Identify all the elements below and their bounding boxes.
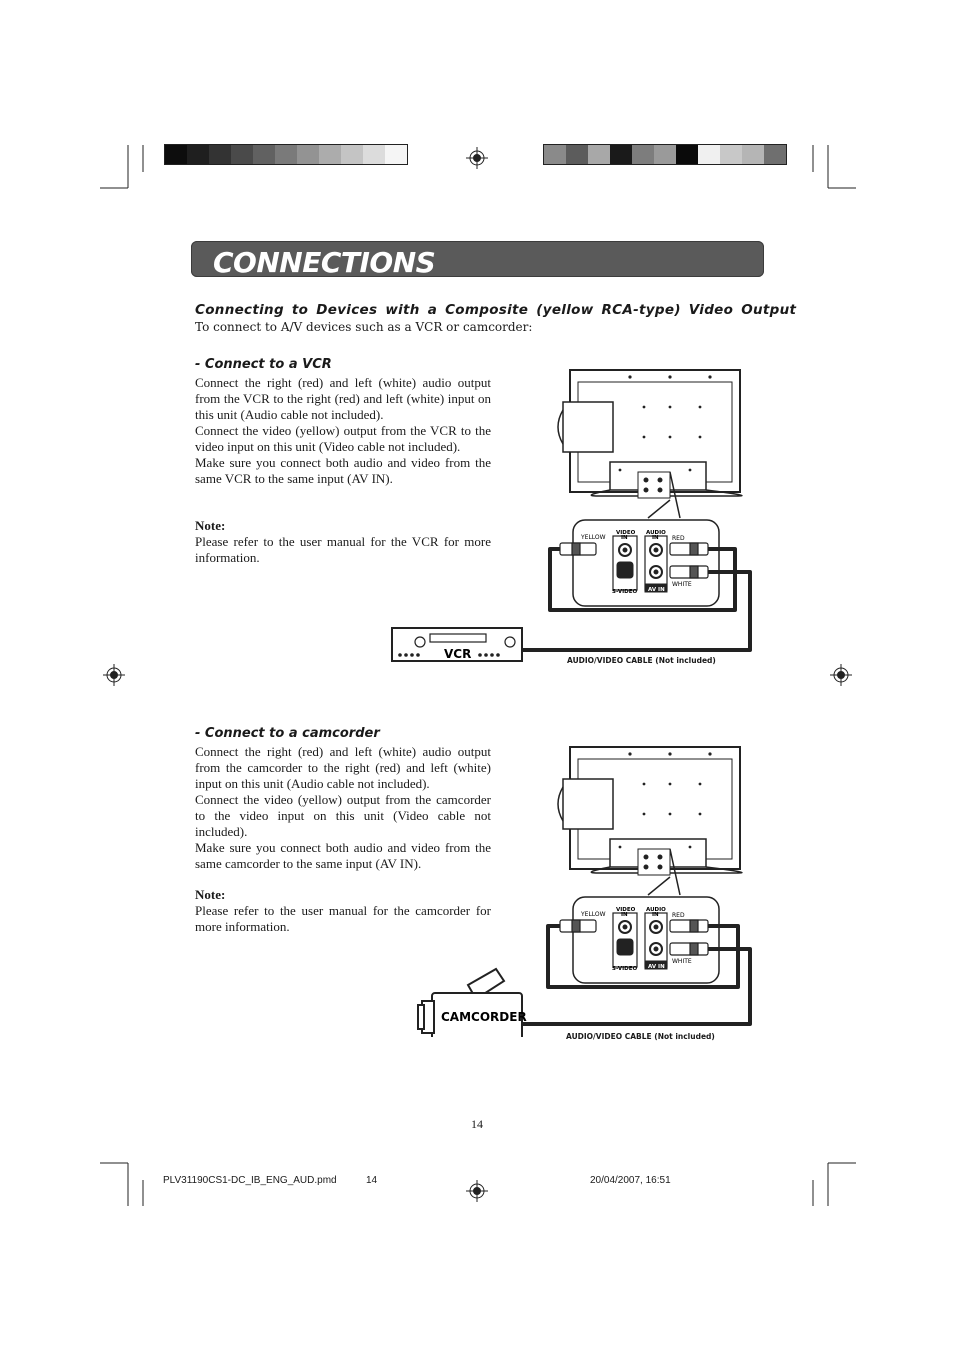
registration-target-bottom xyxy=(466,1180,488,1202)
white-label: WHITE xyxy=(672,581,692,588)
camcorder-label: CAMCORDER xyxy=(441,1010,527,1024)
right-swatch-10 xyxy=(742,145,764,164)
camcorder-cable-label: AUDIO/VIDEO CABLE (Not included) xyxy=(566,1032,715,1041)
registration-target-top xyxy=(466,147,488,169)
vcr-paragraph-2: Connect the video (yellow) output from the VCR to the video input on this unit (Video cable not included). xyxy=(195,423,491,454)
right-swatch-4 xyxy=(610,145,632,164)
camcorder-device xyxy=(418,969,522,1037)
left-swatch-3 xyxy=(209,145,231,164)
vcr-note-label: Note: xyxy=(195,518,226,533)
video-in-label-2: IN xyxy=(621,912,628,918)
left-swatch-8 xyxy=(319,145,341,164)
footer-timestamp: 20/04/2007, 16:51 xyxy=(590,1175,671,1186)
audio-in-label: AUDIO xyxy=(646,907,666,913)
left-swatch-5 xyxy=(253,145,275,164)
yellow-label: YELLOW xyxy=(581,534,606,541)
audio-in-label: AUDIO xyxy=(646,530,666,536)
vcr-label: VCR xyxy=(444,647,472,661)
camcorder-paragraph-2: Connect the video (yellow) output from the camcorder to the video input on this unit (Video cable not included). xyxy=(195,792,491,839)
vcr-cable-label: AUDIO/VIDEO CABLE (Not included) xyxy=(567,656,716,665)
vcr-paragraph-3: Make sure you connect both audio and video from the same VCR to the same input (AV IN). xyxy=(195,455,491,486)
right-swatch-8 xyxy=(698,145,720,164)
left-swatch-9 xyxy=(341,145,363,164)
right-swatch-2 xyxy=(566,145,588,164)
av-in-label: AV IN xyxy=(648,587,665,593)
camcorder-paragraph-1: Connect the right (red) and left (white) audio output from the camcorder to the right (red) and left (white) input on this unit (Audio cable not included). xyxy=(195,744,491,791)
left-swatch-4 xyxy=(231,145,253,164)
left-swatch-7 xyxy=(297,145,319,164)
av-in-label: AV IN xyxy=(648,964,665,970)
left-swatch-6 xyxy=(275,145,297,164)
right-swatch-5 xyxy=(632,145,654,164)
right-swatch-7 xyxy=(676,145,698,164)
red-label: RED xyxy=(672,535,685,542)
left-swatch-11 xyxy=(385,145,407,164)
page-title: CONNECTIONS xyxy=(213,246,436,279)
right-swatch-6 xyxy=(654,145,676,164)
red-label: RED xyxy=(672,912,685,919)
svideo-label: S-VIDEO xyxy=(612,966,638,972)
vcr-heading: - Connect to a VCR xyxy=(195,357,332,372)
right-swatch-1 xyxy=(544,145,566,164)
svideo-label: S-VIDEO xyxy=(612,589,638,595)
right-swatch-9 xyxy=(720,145,742,164)
camcorder-heading: - Connect to a camcorder xyxy=(195,726,380,741)
video-in-label: VIDEO xyxy=(616,907,636,913)
section-heading: Connecting to Devices with a Composite (yellow RCA-type) Video Output xyxy=(195,302,797,318)
camcorder-connection-diagram xyxy=(380,737,780,1037)
vcr-connection-diagram xyxy=(380,360,780,670)
left-swatch-2 xyxy=(187,145,209,164)
right-swatch-11 xyxy=(764,145,786,164)
audio-in-label-2: IN xyxy=(652,912,659,918)
color-bar-left xyxy=(164,144,408,165)
intro-text: To connect to A/V devices such as a VCR or camcorder: xyxy=(195,320,533,334)
camcorder-paragraph-3: Make sure you connect both audio and video from the same camcorder to the same input (AV IN). xyxy=(195,840,491,871)
left-swatch-1 xyxy=(165,145,187,164)
video-in-label: VIDEO xyxy=(616,530,636,536)
video-in-label-2: IN xyxy=(621,535,628,541)
tv-rear-panel xyxy=(558,370,742,498)
right-swatch-3 xyxy=(588,145,610,164)
registration-target-right xyxy=(830,664,852,686)
page-number: 14 xyxy=(471,1117,483,1131)
audio-in-label-2: IN xyxy=(652,535,659,541)
camcorder-note-text: Please refer to the user manual for the camcorder for more information. xyxy=(195,903,491,934)
registration-target-left xyxy=(103,664,125,686)
camcorder-note-label: Note: xyxy=(195,887,226,902)
yellow-label: YELLOW xyxy=(581,911,606,918)
white-label: WHITE xyxy=(672,958,692,965)
color-bar-right xyxy=(543,144,787,165)
vcr-paragraph-1: Connect the right (red) and left (white) audio output from the VCR to the right (red) and left (white) input on this unit (Audio cable not included). xyxy=(195,375,491,422)
footer-page: 14 xyxy=(366,1175,378,1186)
vcr-note-text: Please refer to the user manual for the VCR for more information. xyxy=(195,534,491,565)
left-swatch-10 xyxy=(363,145,385,164)
tv-rear-panel xyxy=(558,747,742,875)
footer-filename: PLV31190CS1-DC_IB_ENG_AUD.pmd xyxy=(163,1175,337,1186)
